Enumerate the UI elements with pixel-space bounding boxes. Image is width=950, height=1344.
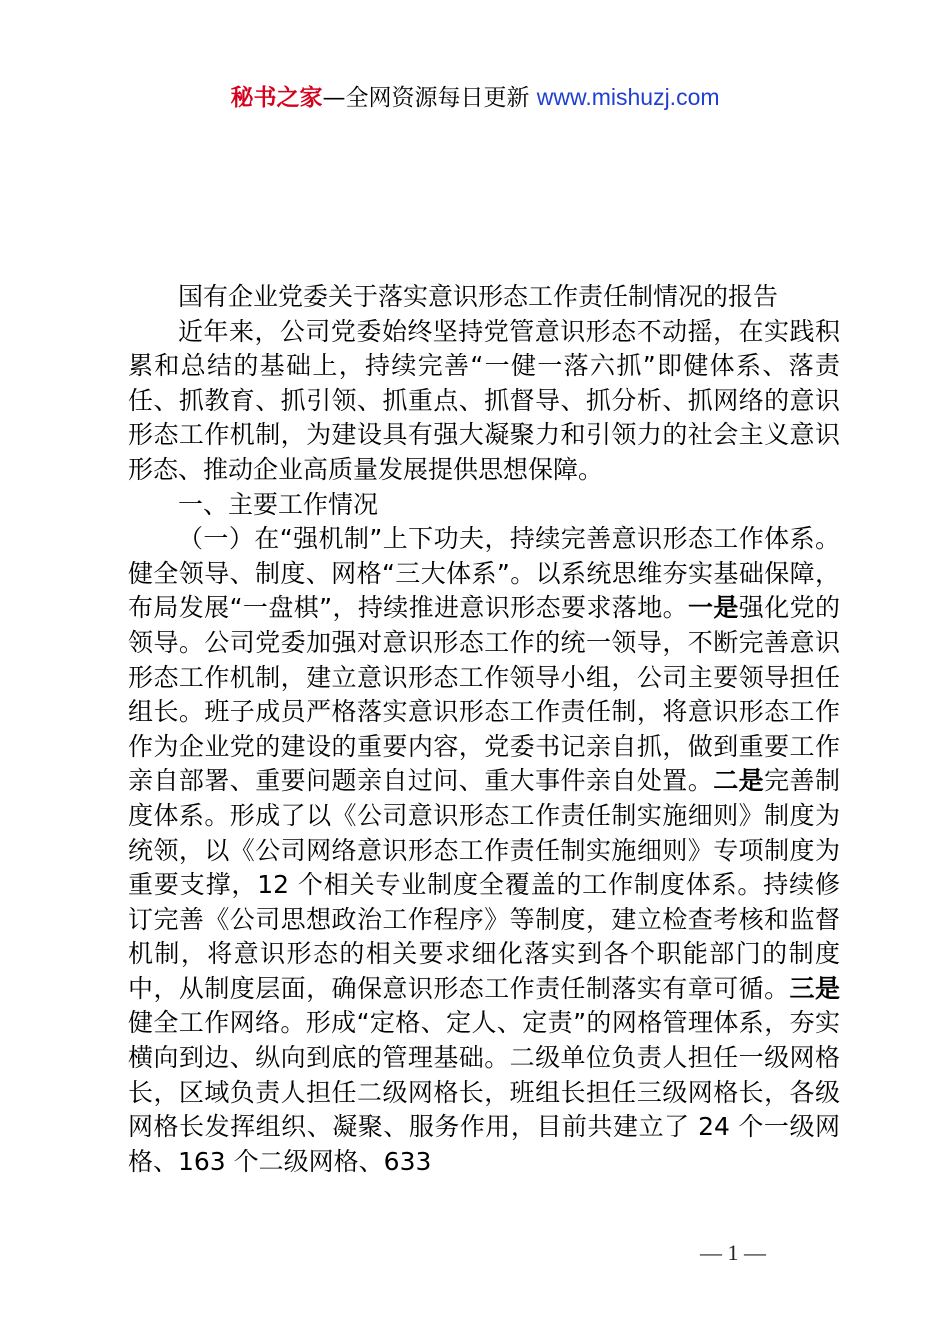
intro-paragraph: 近年来，公司党委始终坚持党管意识形态不动摇，在实践积累和总结的基础上，持续完善“一健一落六抓”即健体系、落责任、抓教育、抓引领、抓重点、抓督导、抓分析、抓网络的意识形态工作机制，为建设具有强大凝聚力和引领力的社会主义意识形态、推动企业高质量发展提供思想保障。 [128,316,840,484]
point-label: 二是 [713,766,765,796]
point-label: 三是 [789,973,840,1003]
point-text: 健全工作网络。形成“定格、定人、定责”的网格管理体系，夯实横向到边、纵向到底的管理基础。二级单位负责人担任一级网格长，区域负责人担任二级网格长，班组长担任三级网格长，各级网格长发挥组织、凝聚、服务作用，目前共建立了 24 个一级网格、163 个二级网格、633 [128,1008,840,1176]
point-text: 完善制度体系。形成了以《公司意识形态工作责任制实施细则》制度为统领，以《公司网络意识形态工作责任制实施细则》专项制度为重要支撑，12 个相关专业制度全覆盖的工作制度体系。持续修订完善《公司思想政治工作程序》等制度，建立检查考核和监督机制，将意识形态的相关要求细化落实到各个职能部门的制度中，从制度层面，确保意识形态工作责任制落实有章可循。 [128,766,840,1003]
document-body [128,280,840,1179]
subsection-text: （一）在“强机制”上下功夫，持续完善意识形态工作体系。健全领导、制度、网格“三大体系”。以系统思维夯实基础保障，布局发展“一盘棋”，持续推进意识形态要求落地。 [128,524,840,623]
point-text: 强化党的领导。公司党委加强对意识形态工作的统一领导，不断完善意识形态工作机制，建立意识形态工作领导小组，公司主要领导担任组长。班子成员严格落实意识形态工作责任制，将意识形态工作作为企业党的建设的重要内容，党委书记亲自抓，做到重要工作亲自部署、重要问题亲自过问、重大事件亲自处置。 [128,593,840,796]
site-banner [0,82,950,113]
brand-name: 秘书之家 [230,85,323,111]
point-label: 一是 [688,593,739,623]
subsection-paragraph [128,522,840,1179]
banner-slogan: —全网资源每日更新 [322,85,537,111]
site-url-link[interactable]: www.mishuzj.com [536,84,720,110]
page-number: — 1 — [700,1240,766,1265]
document-title: 国有企业党委关于落实意识形态工作责任制情况的报告 [178,282,779,311]
section-heading: 一、主要工作情况 [178,489,379,519]
